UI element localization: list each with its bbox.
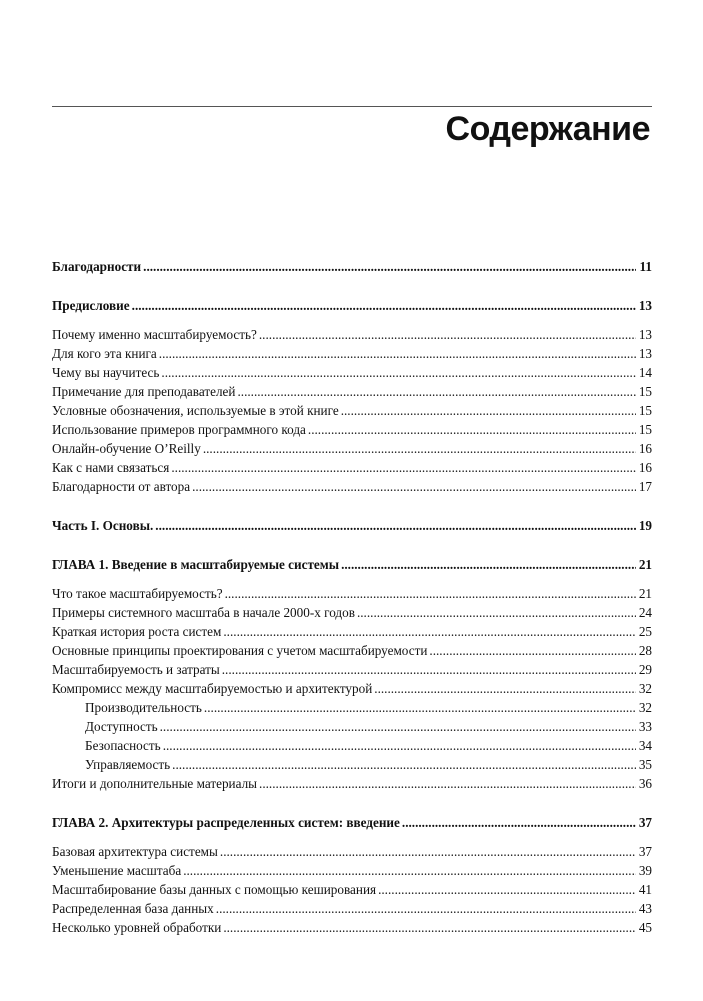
page-number: 25 <box>638 624 652 639</box>
dot-leader <box>223 920 636 936</box>
toc-entry[interactable] <box>52 479 652 498</box>
toc-entry-title: Предисловие <box>52 298 130 313</box>
toc-entry[interactable] <box>52 441 652 460</box>
dot-leader <box>237 384 636 400</box>
toc-entry[interactable] <box>52 757 652 776</box>
toc-entry-title: Доступность <box>85 719 158 734</box>
dot-leader <box>225 586 636 602</box>
page-title: Содержание <box>445 110 650 148</box>
toc-entry[interactable] <box>52 901 652 920</box>
page-number: 15 <box>638 403 652 418</box>
toc-entry[interactable] <box>52 882 652 901</box>
toc-entry[interactable] <box>52 863 652 882</box>
dot-leader <box>308 422 636 438</box>
dot-leader <box>161 365 636 381</box>
toc-entry[interactable] <box>52 460 652 479</box>
toc-entry-title: Безопасность <box>85 738 161 753</box>
dot-leader <box>220 844 636 860</box>
toc-entry-title: Масштабируемость и затраты <box>52 662 220 677</box>
dot-leader <box>132 298 636 314</box>
page-number: 15 <box>638 422 652 437</box>
toc-entry-title: Условные обозначения, используемые в этой книге <box>52 403 339 418</box>
toc-entry-title: ГЛАВА 1. Введение в масштабируемые системы <box>52 557 340 572</box>
page-number: 32 <box>638 700 652 715</box>
toc-entry-title: Использование примеров программного кода <box>52 422 306 437</box>
page-number: 37 <box>638 815 652 830</box>
page-number: 33 <box>638 719 652 734</box>
page-number: 28 <box>638 643 652 658</box>
page-number: 15 <box>638 384 652 399</box>
page-number: 14 <box>638 365 652 380</box>
dot-leader <box>171 460 636 476</box>
toc-entry[interactable] <box>52 844 652 863</box>
toc-entry-title: Производительность <box>85 700 202 715</box>
toc-entry-title: Онлайн-обучение O’Reilly <box>52 441 201 456</box>
page-number: 16 <box>638 441 652 456</box>
toc-entry[interactable] <box>52 681 652 700</box>
toc-entry[interactable] <box>52 700 652 719</box>
page-number: 11 <box>639 259 652 274</box>
dot-leader <box>341 403 636 419</box>
toc-entry-title: Примеры системного масштаба в начале 2000-х годов <box>52 605 355 620</box>
toc-entry-title: ГЛАВА 2. Архитектуры распределенных систем: введение <box>52 815 400 830</box>
toc-entry[interactable] <box>52 403 652 422</box>
toc-entry[interactable] <box>52 920 652 939</box>
toc-entry[interactable] <box>52 738 652 757</box>
toc-entry-title: Базовая архитектура системы <box>52 844 218 859</box>
page-number: 13 <box>638 298 652 313</box>
toc-heading[interactable] <box>52 815 652 834</box>
toc-entry[interactable] <box>52 643 652 662</box>
dot-leader <box>357 605 636 621</box>
dot-leader <box>183 863 636 879</box>
toc-entry-title: Что такое масштабируемость? <box>52 586 223 601</box>
toc-entry[interactable] <box>52 586 652 605</box>
toc-entry[interactable] <box>52 719 652 738</box>
toc-entry[interactable] <box>52 624 652 643</box>
toc-entry[interactable] <box>52 662 652 681</box>
page-number: 41 <box>638 882 652 897</box>
dot-leader <box>192 479 636 495</box>
dot-leader <box>223 624 636 640</box>
toc-entry[interactable] <box>52 365 652 384</box>
dot-leader <box>160 719 636 735</box>
toc-entry[interactable] <box>52 346 652 365</box>
toc-entry-title: Распределенная база данных <box>52 901 214 916</box>
dot-leader <box>204 700 636 716</box>
toc-entry-title: Компромисс между масштабируемостью и архитектурой <box>52 681 373 696</box>
toc-entry-title: Примечание для преподавателей <box>52 384 236 399</box>
dot-leader <box>341 557 636 573</box>
dot-leader <box>259 327 636 343</box>
page-number: 21 <box>638 557 652 572</box>
page-number: 45 <box>638 920 652 935</box>
page-number: 13 <box>638 346 652 361</box>
toc-heading[interactable] <box>52 298 652 317</box>
toc-section <box>52 259 652 278</box>
toc-entry-title: Управляемость <box>85 757 171 772</box>
toc-entry-title: Чему вы научитесь <box>52 365 160 380</box>
toc-entry-title: Основные принципы проектирования с учетом масштабируемости <box>52 643 428 658</box>
toc-heading[interactable] <box>52 259 652 278</box>
dot-leader <box>378 882 636 898</box>
page-number: 29 <box>638 662 652 677</box>
page-number: 13 <box>638 327 652 342</box>
dot-leader <box>402 815 636 831</box>
toc-heading[interactable] <box>52 518 652 537</box>
page-number: 21 <box>638 586 652 601</box>
toc-entry-title: Несколько уровней обработки <box>52 920 222 935</box>
dot-leader <box>155 518 636 534</box>
toc-entry-title: Почему именно масштабируемость? <box>52 327 257 342</box>
toc-entry-title: Благодарности <box>52 259 142 274</box>
dot-leader <box>159 346 636 362</box>
page-number: 24 <box>638 605 652 620</box>
dot-leader <box>222 662 636 678</box>
page-number: 34 <box>638 738 652 753</box>
dot-leader <box>216 901 636 917</box>
page-number: 37 <box>638 844 652 859</box>
toc-entry[interactable] <box>52 384 652 403</box>
page-number: 32 <box>638 681 652 696</box>
page-number: 19 <box>638 518 652 533</box>
toc-entry-title: Итоги и дополнительные материалы <box>52 776 258 791</box>
dot-leader <box>374 681 636 697</box>
toc-entry-title: Часть I. Основы. <box>52 518 154 533</box>
dot-leader <box>203 441 636 457</box>
page-number: 17 <box>638 479 652 494</box>
dot-leader <box>172 757 636 773</box>
toc-section <box>52 815 652 939</box>
toc-entry[interactable] <box>52 422 652 441</box>
page-number: 43 <box>638 901 652 916</box>
toc-entry[interactable] <box>52 776 652 795</box>
toc-entry-title: Уменьшение масштаба <box>52 863 182 878</box>
toc-section <box>52 518 652 537</box>
page-number: 39 <box>638 863 652 878</box>
dot-leader <box>259 776 636 792</box>
toc-entry-title: Как с нами связаться <box>52 460 170 475</box>
toc-entry-title: Масштабирование базы данных с помощью кеширования <box>52 882 377 897</box>
toc-entry[interactable] <box>52 327 652 346</box>
toc-entry-title: Краткая история роста систем <box>52 624 222 639</box>
top-rule <box>52 106 652 107</box>
table-of-contents <box>52 259 652 959</box>
toc-section <box>52 557 652 795</box>
dot-leader <box>429 643 636 659</box>
toc-entry-title: Благодарности от автора <box>52 479 191 494</box>
dot-leader <box>163 738 636 754</box>
dot-leader <box>143 259 636 275</box>
toc-section <box>52 298 652 498</box>
toc-heading[interactable] <box>52 557 652 576</box>
page-number: 36 <box>638 776 652 791</box>
toc-entry-title: Для кого эта книга <box>52 346 157 361</box>
page-number: 35 <box>638 757 652 772</box>
page-number: 16 <box>638 460 652 475</box>
toc-entry[interactable] <box>52 605 652 624</box>
